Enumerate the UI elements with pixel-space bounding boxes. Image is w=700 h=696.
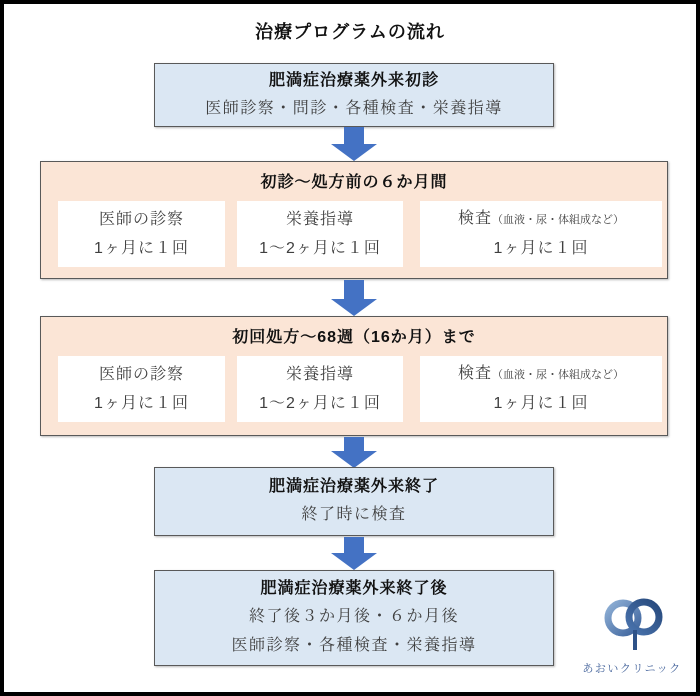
arrow-head [331,144,377,161]
clinic-logo-rings-icon [596,594,668,658]
box-treatment-end [154,467,554,536]
phase2-tests [420,356,662,422]
subbox-frequency: 1ヶ月に１回 [493,240,589,257]
subbox-title: 栄養指導 [285,365,354,383]
subbox-title: 栄養指導 [285,210,354,228]
box-treatment-end-header: 肥満症治療薬外来終了 [268,478,439,495]
subbox-frequency: 1ヶ月に１回 [94,394,189,412]
subbox-title-main: 検査 [457,365,492,382]
subbox-title-note: （血液・尿・体組成など） [492,369,624,381]
subbox-title-note: （血液・尿・体組成など） [492,214,624,226]
subbox-frequency: 1ヶ月に１回 [94,239,189,257]
phase1-columns [41,196,667,267]
subbox-title [458,206,624,233]
flow-arrow-2 [331,280,377,316]
phase2-doctor-exam [58,356,225,422]
phase2-header: 初回処方～68週（16か月）まで [232,329,476,346]
arrow-stem [344,437,364,451]
clinic-name: あおいクリニック [582,663,682,675]
phase1-doctor-exam [58,201,225,267]
clinic-logo [576,594,688,676]
subbox-frequency: 1～2ヶ月に１回 [259,239,381,257]
arrow-stem [344,127,364,144]
phase2-columns [41,351,667,422]
arrow-stem [344,537,364,553]
box-after-treatment-line1: 終了後３か月後・６か月後 [248,608,459,625]
box-phase-pre-prescription [40,161,668,279]
subbox-frequency: 1～2ヶ月に１回 [259,394,381,412]
box-after-treatment-line2: 医師診察・各種検査・栄養指導 [231,637,477,654]
page-title: 治療プログラムの流れ [255,22,445,42]
phase1-header: 初診～処方前の６か月間 [260,174,448,191]
box-first-visit-header: 肥満症治療薬外来初診 [268,71,439,89]
phase1-tests [420,201,662,267]
arrow-head [331,553,377,570]
box-after-treatment-header: 肥満症治療薬外来終了後 [260,580,448,597]
flow-arrow-3 [331,437,377,468]
arrow-head [331,299,377,316]
box-phase-treatment [40,316,668,436]
flow-arrow-1 [331,127,377,161]
box-after-treatment [154,570,554,666]
subbox-title [458,361,624,388]
flow-arrow-4 [331,537,377,570]
arrow-stem [344,280,364,299]
box-treatment-end-body: 終了時に検査 [301,506,407,523]
subbox-title: 医師の診察 [98,210,184,228]
arrow-head [331,451,377,468]
phase1-nutrition-guidance [237,201,403,267]
subbox-title-main: 検査 [457,210,492,227]
subbox-title: 医師の診察 [98,365,184,383]
box-first-visit [154,63,554,127]
phase2-nutrition-guidance [237,356,403,422]
subbox-frequency: 1ヶ月に１回 [493,395,589,412]
box-first-visit-body: 医師診察・問診・各種検査・栄養指導 [205,99,503,117]
